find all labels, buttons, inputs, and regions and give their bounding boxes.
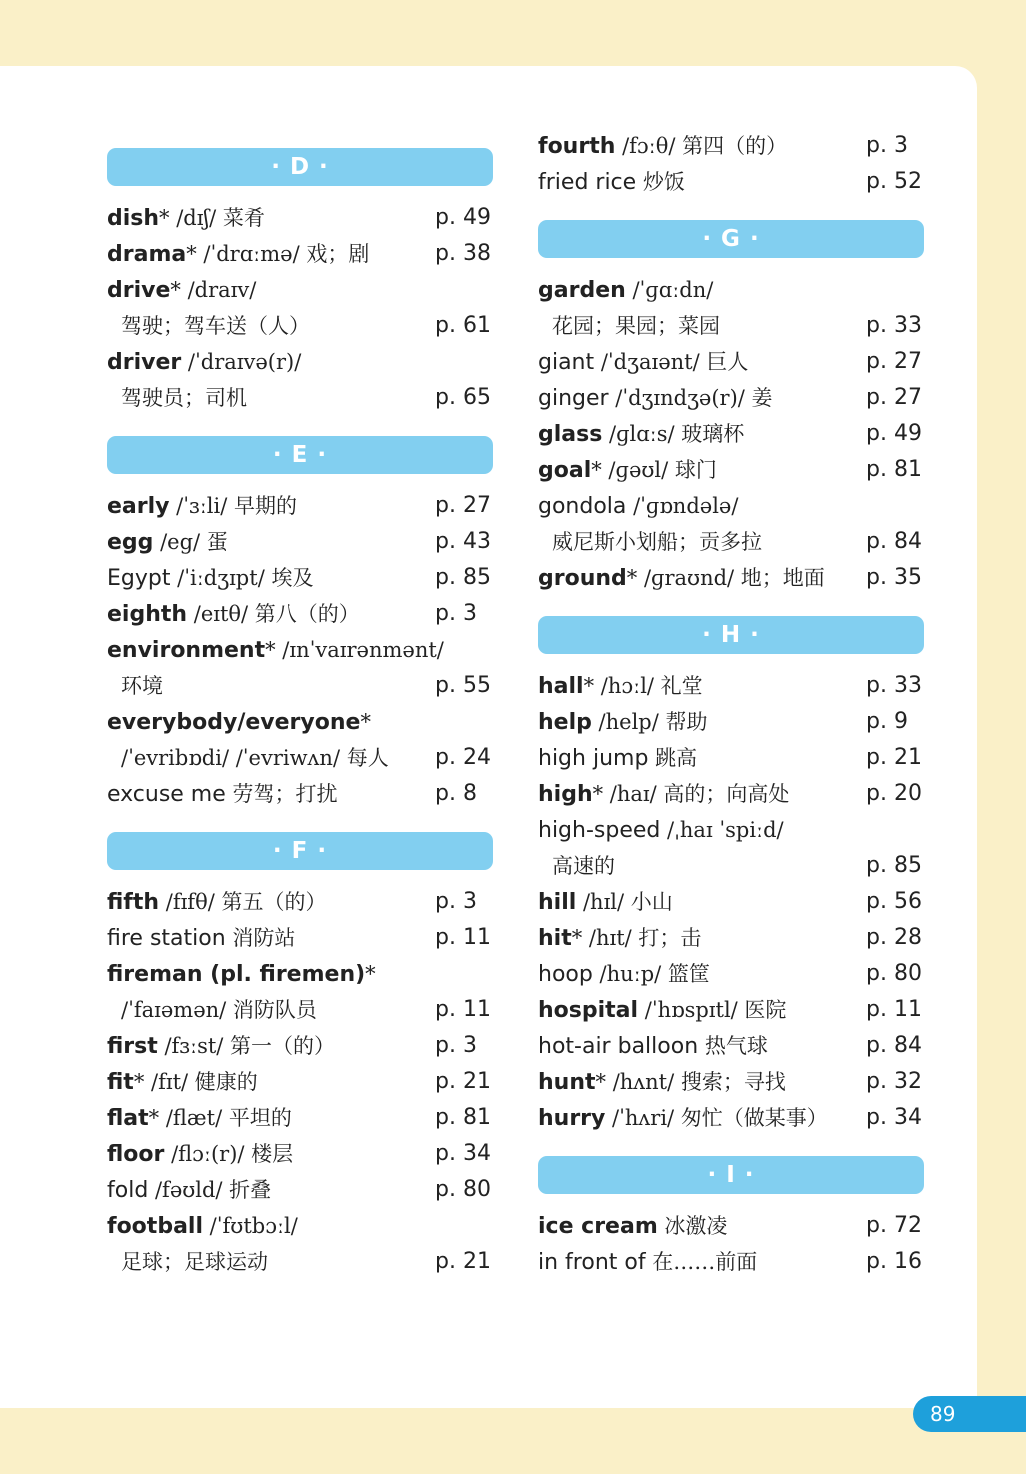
entry-row <box>538 164 924 200</box>
entry-row <box>538 668 924 704</box>
entry-row <box>107 1208 493 1244</box>
headword: glass <box>538 422 603 447</box>
headword: high-speed <box>538 818 661 843</box>
headword: hot-air balloon <box>538 1034 699 1059</box>
entry-row <box>107 1100 493 1136</box>
entry-definition: * /hɪt/ 打；击 <box>571 926 702 950</box>
entry-definition: * /haɪ/ 高的；向高处 <box>592 782 790 806</box>
entry-row <box>107 524 493 560</box>
entry-definition: * /fɪt/ 健康的 <box>133 1070 258 1094</box>
headword: giant <box>538 350 595 375</box>
entry-row <box>538 1028 924 1064</box>
page-reference: p. 55 <box>435 673 491 698</box>
page-number-badge: 89 <box>913 1396 1026 1432</box>
entry-row <box>107 920 493 956</box>
headword: eighth <box>107 602 188 627</box>
entry-row <box>538 956 924 992</box>
entry-row <box>538 884 924 920</box>
entry-row <box>538 344 924 380</box>
headword: football <box>107 1214 203 1239</box>
entry-row <box>107 740 493 776</box>
entry-definition: 威尼斯小划船；贡多拉 <box>552 530 762 554</box>
headword: ice cream <box>538 1214 658 1239</box>
entry-definition: /fɪfθ/ 第五（的） <box>159 890 327 914</box>
entry-definition: * /ˈdrɑːmə/ 戏；剧 <box>186 242 370 266</box>
entry-definition: * <box>365 962 376 986</box>
headword: drama <box>107 242 187 267</box>
entry-row <box>538 488 924 524</box>
entry-definition: 环境 <box>121 674 163 698</box>
entry-row <box>538 128 924 164</box>
page-reference: p. 11 <box>435 997 491 1022</box>
page-reference: p. 24 <box>435 745 491 770</box>
entry-definition: 冰激凌 <box>657 1214 728 1238</box>
entry-definition: /ɡlɑːs/ 玻璃杯 <box>602 422 745 446</box>
letter-section-header: · D · <box>107 148 493 186</box>
headword: fireman (pl. firemen) <box>107 962 366 987</box>
headword: help <box>538 710 592 735</box>
page-reference: p. 33 <box>866 313 922 338</box>
entry-row <box>107 560 493 596</box>
entry-definition: * <box>360 710 371 734</box>
letter-section-header: · I · <box>538 1156 924 1194</box>
headword: everybody/everyone <box>107 710 361 735</box>
letter-section-header: · H · <box>538 616 924 654</box>
page-reference: p. 81 <box>435 1105 491 1130</box>
headword: hoop <box>538 962 593 987</box>
page-reference: p. 21 <box>435 1069 491 1094</box>
page-reference: p. 27 <box>435 493 491 518</box>
page-reference: p. 3 <box>435 1033 477 1058</box>
entry-row <box>538 1100 924 1136</box>
entry-row <box>538 740 924 776</box>
entry-row <box>107 1028 493 1064</box>
left-column <box>107 128 493 1280</box>
entry-definition: * /dɪʃ/ 菜肴 <box>159 206 265 230</box>
entry-row <box>107 884 493 920</box>
entry-definition: /help/ 帮助 <box>591 710 708 734</box>
entry-definition: * /ɡraʊnd/ 地；地面 <box>626 566 825 590</box>
headword: dish <box>107 206 160 231</box>
page-reference: p. 21 <box>435 1249 491 1274</box>
entry-definition: /ˈɜːli/ 早期的 <box>169 494 297 518</box>
entry-definition: * /ɡəʊl/ 球门 <box>591 458 717 482</box>
entry-definition: /flɔː(r)/ 楼层 <box>164 1142 294 1166</box>
entry-row <box>107 632 493 668</box>
entry-definition: 消防站 <box>225 926 296 950</box>
page-reference: p. 20 <box>866 781 922 806</box>
entry-definition: /ˈdraɪvə(r)/ <box>181 350 302 374</box>
entry-row <box>538 776 924 812</box>
letter-section-header: · E · <box>107 436 493 474</box>
entry-definition: * /hʌnt/ 搜索；寻找 <box>595 1070 786 1094</box>
page-reference: p. 81 <box>866 457 922 482</box>
entry-row <box>107 596 493 632</box>
page-reference: p. 27 <box>866 385 922 410</box>
entry-row <box>538 1208 924 1244</box>
page-reference: p. 16 <box>866 1249 922 1274</box>
entry-row <box>538 1244 924 1280</box>
headword: fold <box>107 1178 149 1203</box>
headword: ground <box>538 566 627 591</box>
page-reference: p. 9 <box>866 709 908 734</box>
headword: fifth <box>107 890 160 915</box>
entry-definition: /eg/ 蛋 <box>153 530 228 554</box>
headword: fried rice <box>538 170 637 195</box>
entry-row <box>538 920 924 956</box>
page-reference: p. 27 <box>866 349 922 374</box>
page-reference: p. 3 <box>435 601 477 626</box>
entry-row <box>538 848 924 884</box>
headword: hospital <box>538 998 639 1023</box>
headword: hunt <box>538 1070 596 1095</box>
entry-row <box>107 200 493 236</box>
entry-row <box>538 416 924 452</box>
headword: excuse me <box>107 782 226 807</box>
entry-definition: /ˈdʒaɪənt/ 巨人 <box>594 350 749 374</box>
entry-definition: 劳驾；打扰 <box>225 782 338 806</box>
entry-definition: 驾驶；驾车送（人） <box>121 314 310 338</box>
entry-row <box>538 704 924 740</box>
entry-definition: /ˈevribɒdi/ /ˈevriwʌn/ 每人 <box>121 746 389 770</box>
entry-row <box>107 272 493 308</box>
entry-row <box>538 812 924 848</box>
headword: fire station <box>107 926 226 951</box>
page-reference: p. 34 <box>435 1141 491 1166</box>
entry-row <box>107 956 493 992</box>
headword: fourth <box>538 134 616 159</box>
right-column <box>538 128 924 1280</box>
page-reference: p. 21 <box>866 745 922 770</box>
page-reference: p. 85 <box>866 853 922 878</box>
entry-definition: 足球；足球运动 <box>121 1250 268 1274</box>
entry-row <box>107 668 493 704</box>
entry-definition: /ˈhɒspɪtl/ 医院 <box>638 998 787 1022</box>
headword: goal <box>538 458 592 483</box>
page-reference: p. 49 <box>435 205 491 230</box>
entry-row <box>538 524 924 560</box>
entry-definition: * /flæt/ 平坦的 <box>148 1106 292 1130</box>
entry-definition: 在……前面 <box>645 1250 758 1274</box>
page-reference: p. 43 <box>435 529 491 554</box>
headword: early <box>107 494 170 519</box>
entry-row <box>107 992 493 1028</box>
entry-definition: * /ɪnˈvaɪrənmənt/ <box>265 638 444 662</box>
page-reference: p. 11 <box>866 997 922 1022</box>
headword: driver <box>107 350 182 375</box>
entry-row <box>538 992 924 1028</box>
entry-definition: /fɜːst/ 第一（的） <box>157 1034 336 1058</box>
entry-row <box>107 380 493 416</box>
page-reference: p. 8 <box>435 781 477 806</box>
entry-row <box>538 1064 924 1100</box>
page-reference: p. 34 <box>866 1105 922 1130</box>
entry-row <box>107 776 493 812</box>
entry-definition: /ˈfʊtbɔːl/ <box>203 1214 298 1238</box>
headword: drive <box>107 278 171 303</box>
headword: egg <box>107 530 154 555</box>
entry-definition: 高速的 <box>552 854 615 878</box>
page-reference: p. 33 <box>866 673 922 698</box>
entry-definition: /ˈiːdʒɪpt/ 埃及 <box>170 566 314 590</box>
page-reference: p. 38 <box>435 241 491 266</box>
headword: hill <box>538 890 577 915</box>
entry-definition: /ˈhʌri/ 匆忙（做某事） <box>605 1106 828 1130</box>
entry-row <box>538 560 924 596</box>
page-reference: p. 84 <box>866 1033 922 1058</box>
entry-definition: 炒饭 <box>636 170 685 194</box>
entry-definition: /fəʊld/ 折叠 <box>148 1178 272 1202</box>
headword: Egypt <box>107 566 171 591</box>
headword: first <box>107 1034 158 1059</box>
page-reference: p. 72 <box>866 1213 922 1238</box>
headword: environment <box>107 638 266 663</box>
headword: in front of <box>538 1250 646 1275</box>
entry-definition: /huːp/ 篮筐 <box>592 962 710 986</box>
entry-definition: * /hɔːl/ 礼堂 <box>583 674 703 698</box>
headword: garden <box>538 278 626 303</box>
headword: fit <box>107 1070 134 1095</box>
entry-definition: /hɪl/ 小山 <box>576 890 673 914</box>
headword: high <box>538 782 593 807</box>
page-reference: p. 61 <box>435 313 491 338</box>
letter-section-header: · F · <box>107 832 493 870</box>
entry-row <box>107 1244 493 1280</box>
headword: gondola <box>538 494 627 519</box>
page-reference: p. 65 <box>435 385 491 410</box>
headword: hurry <box>538 1106 606 1131</box>
page-reference: p. 80 <box>435 1177 491 1202</box>
entry-row <box>107 308 493 344</box>
entry-row <box>107 488 493 524</box>
entry-definition: 花园；果园；菜园 <box>552 314 720 338</box>
entry-definition: 跳高 <box>648 746 698 770</box>
headword: floor <box>107 1142 165 1167</box>
headword: high jump <box>538 746 649 771</box>
headword: flat <box>107 1106 149 1131</box>
entry-row <box>538 452 924 488</box>
page-reference: p. 52 <box>866 169 922 194</box>
page-reference: p. 49 <box>866 421 922 446</box>
entry-row <box>107 1064 493 1100</box>
entry-definition: * /draɪv/ <box>170 278 257 302</box>
entry-definition: /fɔːθ/ 第四（的） <box>615 134 788 158</box>
entry-definition: /ˈɡɑːdn/ <box>625 278 714 302</box>
headword: hit <box>538 926 572 951</box>
entry-row <box>107 1172 493 1208</box>
page-reference: p. 11 <box>435 925 491 950</box>
page-reference: p. 84 <box>866 529 922 554</box>
letter-section-header: · G · <box>538 220 924 258</box>
entry-row <box>538 308 924 344</box>
page-reference: p. 80 <box>866 961 922 986</box>
headword: ginger <box>538 386 609 411</box>
entry-definition: /ˈfaɪəmən/ 消防队员 <box>121 998 317 1022</box>
page-reference: p. 35 <box>866 565 922 590</box>
page-reference: p. 56 <box>866 889 922 914</box>
entry-definition: /eɪtθ/ 第八（的） <box>187 602 360 626</box>
page-reference: p. 3 <box>866 133 908 158</box>
page-reference: p. 85 <box>435 565 491 590</box>
entry-row <box>538 272 924 308</box>
entry-row <box>107 344 493 380</box>
page-reference: p. 32 <box>866 1069 922 1094</box>
entry-definition: /ˈɡɒndələ/ <box>626 494 739 518</box>
entry-row <box>538 380 924 416</box>
entry-definition: /ˈdʒɪndʒə(r)/ 姜 <box>608 386 773 410</box>
entry-definition: 驾驶员；司机 <box>121 386 247 410</box>
entry-row <box>107 236 493 272</box>
headword: hall <box>538 674 584 699</box>
entry-definition: /ˌhaɪ ˈspiːd/ <box>660 818 784 842</box>
entry-row <box>107 1136 493 1172</box>
entry-definition: 热气球 <box>698 1034 768 1058</box>
page-reference: p. 3 <box>435 889 477 914</box>
entry-row <box>107 704 493 740</box>
page-reference: p. 28 <box>866 925 922 950</box>
